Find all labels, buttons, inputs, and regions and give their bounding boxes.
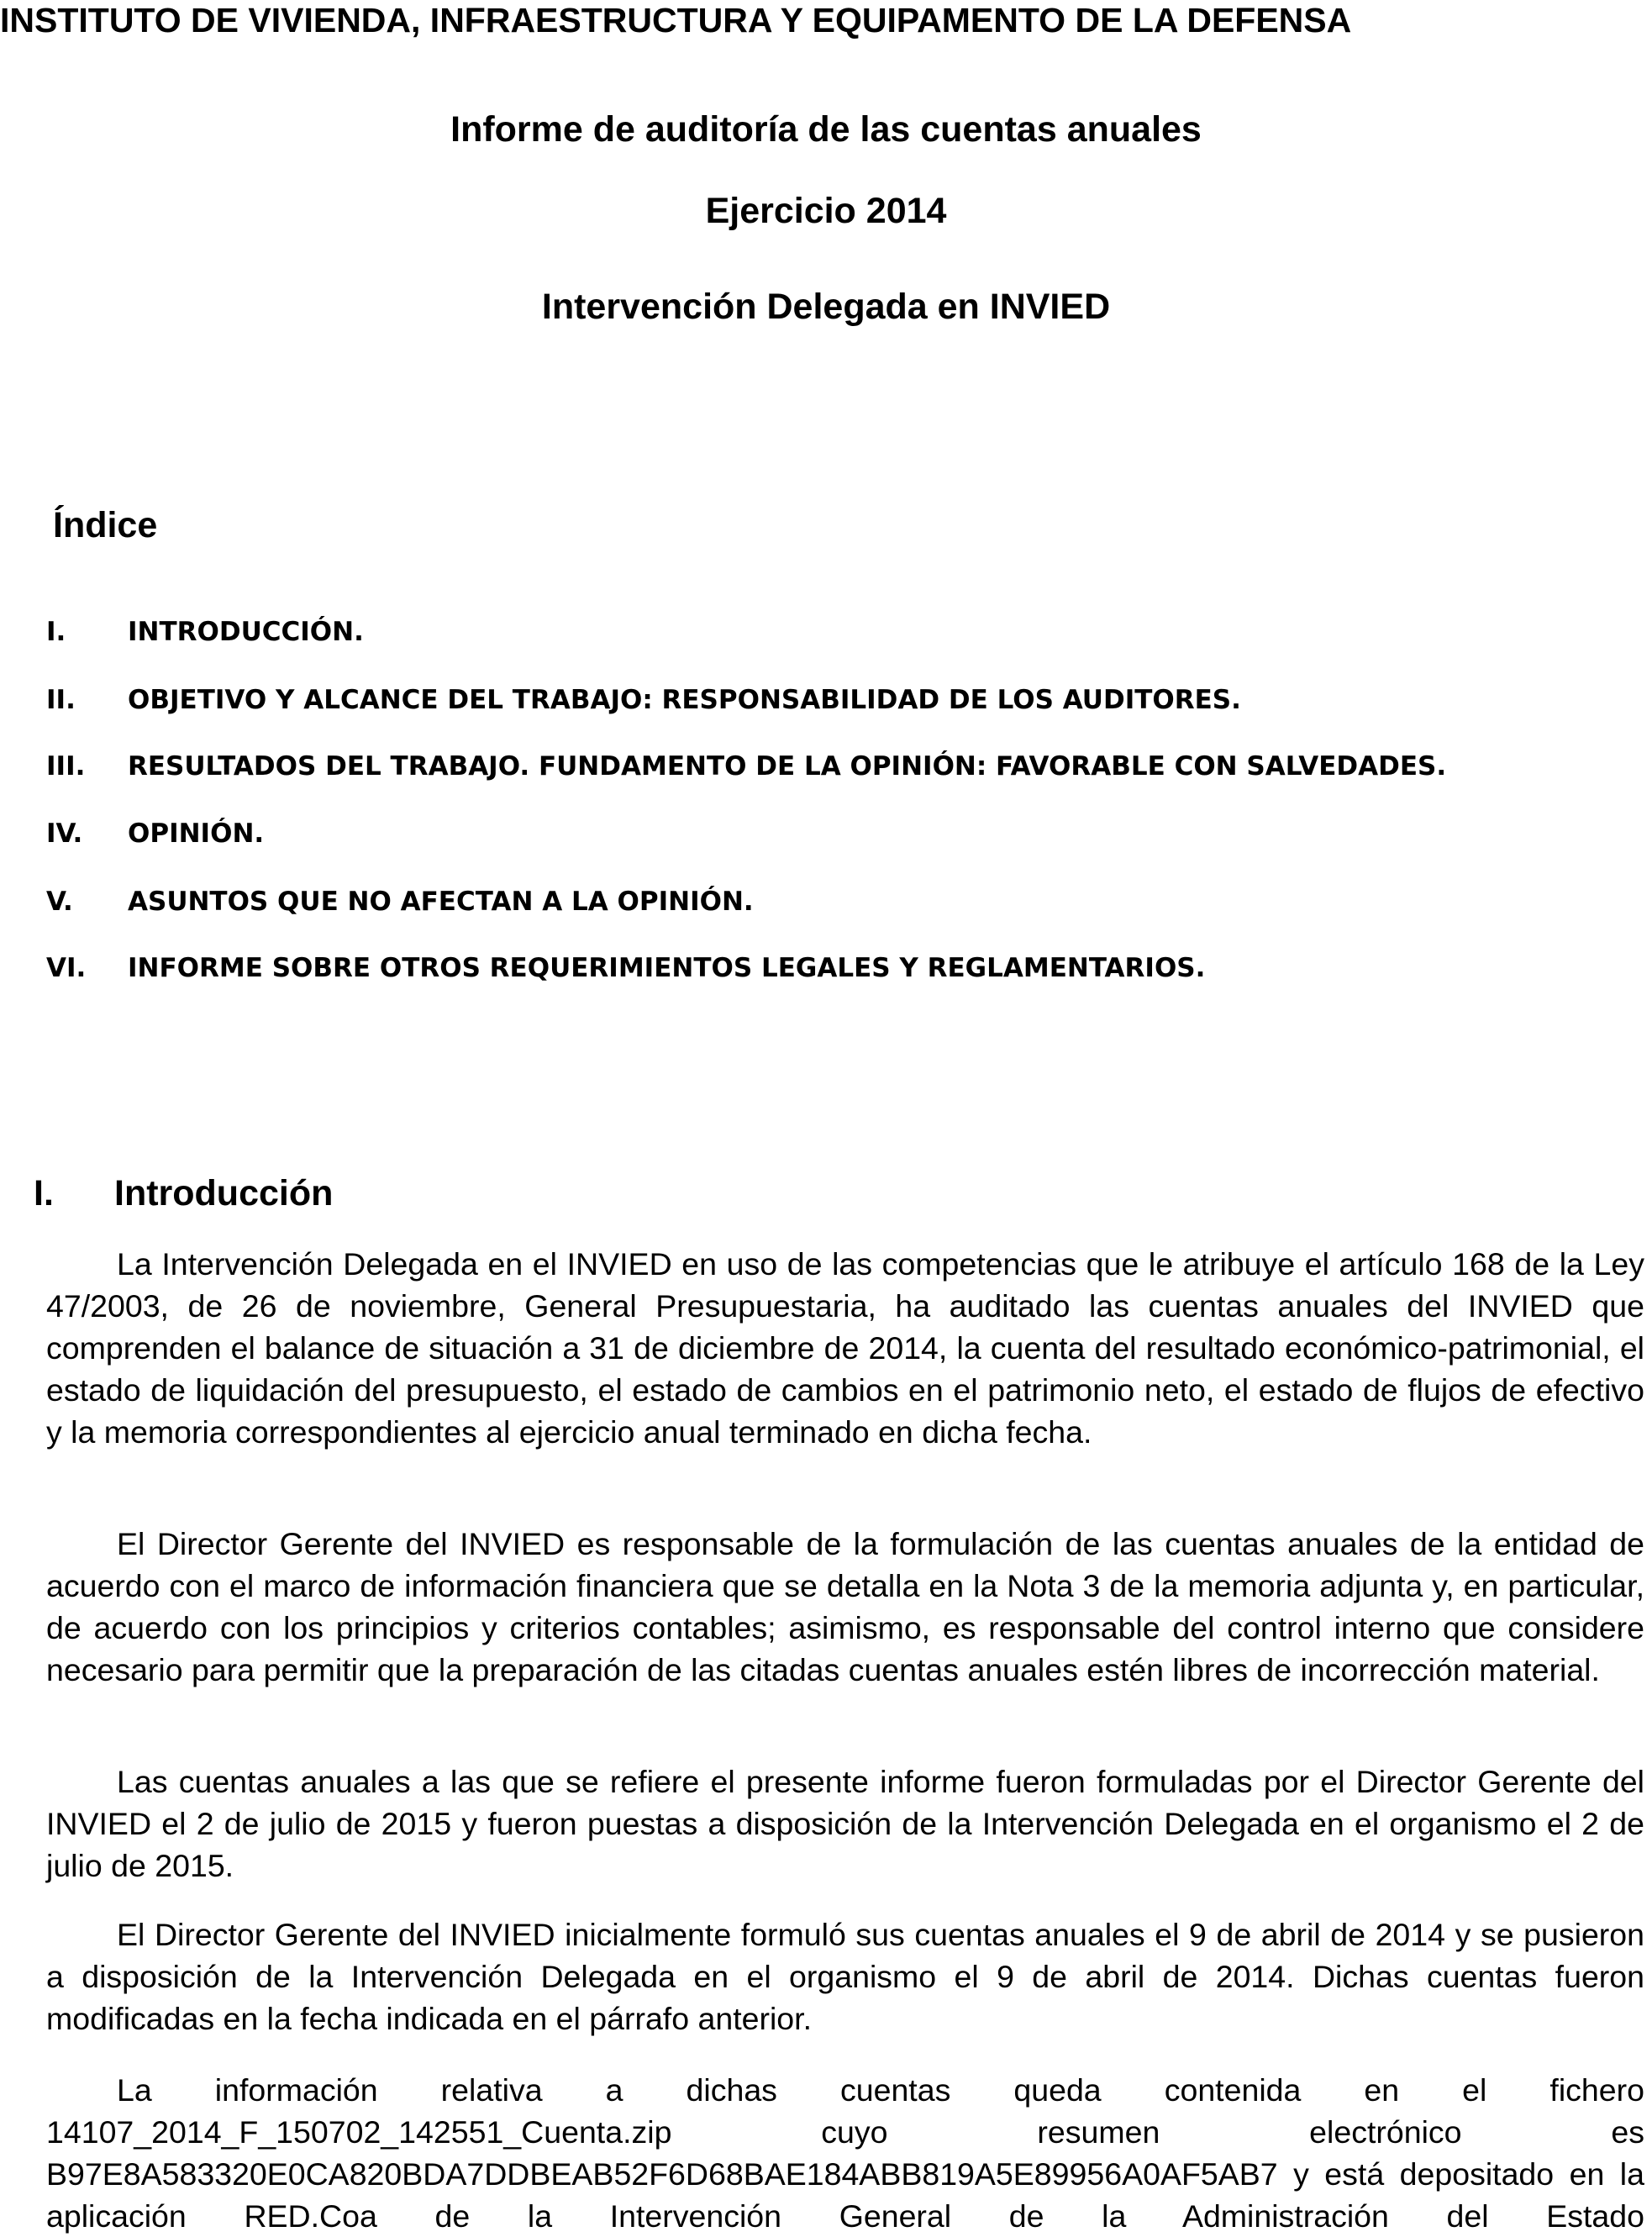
toc-item-number: I. (46, 617, 66, 647)
toc-item-number: V. (46, 887, 73, 917)
paragraph-file-info: La información relativa a dichas cuentas queda contenida en el fichero 14107_2014_F_150702_142551_Cuenta.zip cuyo resumen electrónico es B97E8A583320E0CA820BDA7DDBEAB52F6D68BAE184ABB819A5E89956A0AF5AB7 y está depositado en la aplicación RED.Coa de la Intervención General de la Administración del Estado (46, 2072, 1644, 2234)
toc-item-text: INTRODUCCIÓN. (128, 617, 364, 647)
fiscal-year: Ejercicio 2014 (705, 191, 947, 231)
toc-item-number: IV. (46, 818, 83, 849)
paragraph-formulation-date: Las cuentas anuales a las que se refiere el presente informe fueron formuladas por el Director Gerente del INVIED el 2 de julio de 2015 y fueron puestas a disposición de la Intervención Delegada en el organismo el 2 de julio de 2015. (46, 1764, 1644, 1883)
toc-item-text: INFORME SOBRE OTROS REQUERIMIENTOS LEGALES Y REGLAMENTARIOS. (128, 953, 1206, 983)
paragraph-director-responsibility: El Director Gerente del INVIED es responsable de la formulación de las cuentas anuales de la entidad de acuerdo con el marco de información financiera que se detalla en la Nota 3 de la memoria adjunta y, en particular, de acuerdo con los principios y criterios contables; asimismo, es responsable del control interno que considere necesario para permitir que la preparación de las citadas cuentas anuales estén libres de incorrección material. (46, 1526, 1644, 1687)
paragraph-initial-formulation: El Director Gerente del INVIED inicialmente formuló sus cuentas anuales el 9 de abril de 2014 y se pusieron a disposición de la Intervención Delegada en el organismo el 9 de abril de 2014. Dichas cuentas fueron modificadas en la fecha indicada en el párrafo anterior. (46, 1917, 1644, 2036)
toc-item-number: III. (46, 751, 86, 782)
section-number: I. (34, 1173, 54, 1213)
toc-item-text: ASUNTOS QUE NO AFECTAN A LA OPINIÓN. (128, 887, 754, 917)
toc-item-number: VI. (46, 953, 87, 983)
toc-item-number: II. (46, 685, 76, 715)
section-title: Introducción (114, 1173, 334, 1213)
report-title: Informe de auditoría de las cuentas anuales (450, 109, 1202, 150)
section-heading (34, 1170, 333, 1217)
toc-item-text: RESULTADOS DEL TRABAJO. FUNDAMENTO DE LA OPINIÓN: FAVORABLE CON SALVEDADES. (128, 751, 1447, 782)
toc-item-text: OPINIÓN. (128, 818, 265, 849)
toc-item-text: OBJETIVO Y ALCANCE DEL TRABAJO: RESPONSABILIDAD DE LOS AUDITORES. (128, 685, 1241, 715)
institution-name: INSTITUTO DE VIVIENDA, INFRAESTRUCTURA Y EQUIPAMENTO DE LA DEFENSA (0, 1, 1352, 39)
paragraph-intro-scope: La Intervención Delegada en el INVIED en uso de las competencias que le atribuye el artículo 168 de la Ley 47/2003, de 26 de noviembre, General Presupuestaria, ha auditado las cuentas anuales del INVIED que comprenden el balance de situación a 31 de diciembre de 2014, la cuenta del resultado económico-patrimonial, el estado de liquidación del presupuesto, el estado de cambios en el patrimonio neto, el estado de flujos de efectivo y la memoria correspondientes al ejercicio anual terminado en dicha fecha. (46, 1246, 1644, 1450)
toc-title: Índice (53, 505, 158, 545)
issuer: Intervención Delegada en INVIED (541, 287, 1111, 327)
